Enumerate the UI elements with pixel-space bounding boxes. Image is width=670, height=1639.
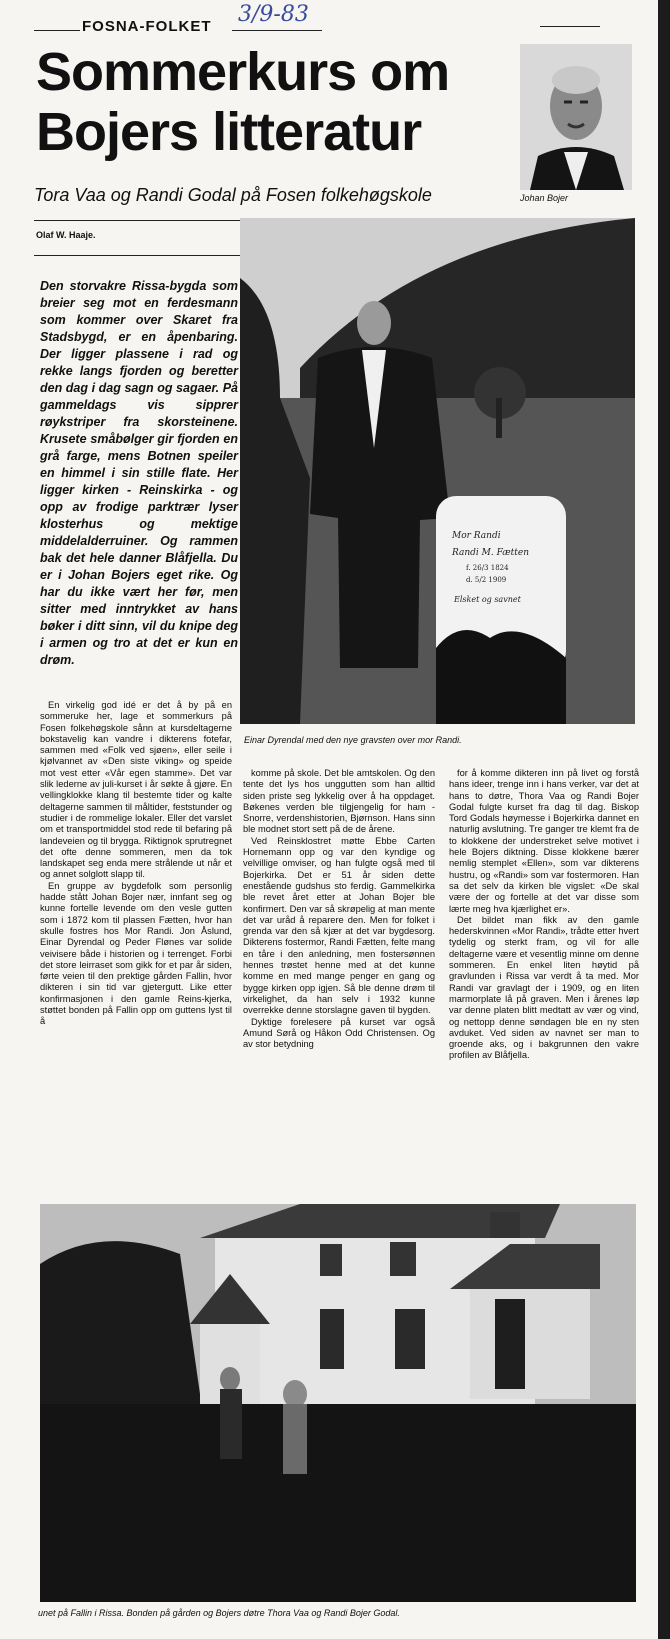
scan-edge <box>658 0 670 1639</box>
gravestone-photo <box>240 218 635 724</box>
farmhouse-photo <box>40 1204 636 1602</box>
portrait-caption: Johan Bojer <box>520 193 569 203</box>
masthead-rule-right <box>540 26 600 27</box>
article-column-1 <box>40 700 232 1028</box>
article-column-3 <box>449 768 639 1062</box>
lead-paragraph: Den storvakre Rissa-bygda som breier seg mot en ferdesmann som kommer over Skaret fra Stadsbygd, er en åpenbaring. Der ligger plassene i rad og rekke langs fjorden og beretter den dag i dag sagn og sagaer. På gammeldags vis sipprer røykstriper fra skorsteinene. Krusete småbølger gir fjorden en grå farge, mens Botnen speiler en himmel i sin stille flate. Her ligger kirken - Reinskirka - og opp av frodige parktrær lyser klosterhus og mektige middelalderruiner. Og rammen bak det hele danner Blåfjella. Du er i Johan Bojers eget rike. Og har du ikke vært her før, men sitter med inntrykket av hans bøker i ditt sinn, vil du knipe deg i armen og tro at det er kun en drøm. <box>40 279 238 667</box>
byline-rule-top <box>34 220 240 221</box>
column3-paragraph-2: Det bildet man fikk av den gamle hederskvinnen «Mor Randi», trådte etter hvert tydelig og sterkt fram, og vil for alle deltagerne være et vesentlig minne om denne sommeren. En enkel liten høytid på gravlunden i Rissa var verdt å ta med. Mor Randi var gravlagt der i 1909, og en liten marmorplate lå på graven. Men i årenes løp var denne platen blitt medtatt av vær og vind, og nettopp denne søndagen ble en ny sten avduket. Ved siden av navnet ser man to groende aks, og i bakgrunnen den vakre profilen av Blåfjella. <box>449 914 639 1061</box>
headline <box>36 42 516 162</box>
headline-line-2: Bojers litteratur <box>36 102 422 162</box>
article-column-2 <box>243 768 435 1050</box>
stone-text-2: Randi M. Fætten <box>452 548 530 558</box>
byline-rule-bottom <box>34 255 240 256</box>
stone-text-3: f. 26/3 1824 <box>466 564 509 572</box>
stone-text-4: d. 5/2 1909 <box>466 576 507 584</box>
handwritten-date: 3/9-83 <box>238 2 309 27</box>
column1-paragraph-1: En virkelig god idé er det å by på en sommeruke her, lage et sommerkurs på Fosen folkehøgskole sånn at kursdeltagerne bokstavelig kan vandre i dikterens fotefar, sammen med «Folk ved sjøen», eller seile i kjølvannet av «Den siste viking» og speide mot vest etter «Vår egen stamme». Det var slik lederne av juli-kurset i år søkte å gjøre. En vellingklokke klang til bestemte tider og kalte deltagerne sammen til måltider, feststunder og studier i de rommelige lokaler. Eller det varslet om et transportmiddel stod rede til befaring på landeveien og til brygga. Riktignok sprutregnet det ofte denne sommeren, men da tok landskapet seg enda mere strålende ut når et og annet solglott slapp til. <box>40 700 232 880</box>
newspaper-name: FOSNA-FOLKET <box>82 18 212 35</box>
column1-paragraph-2: En gruppe av bygdefolk som personlig hadde stått Johan Bojer nær, innfant seg og kunne fortelle levende om den vesle gutten som i 1872 kom til plassen Fætten, hvor han skulle fostres hos Mor Randi. Jon Åslund, Einar Dyrendal og Peder Flønes var solide veivisere både i historien og i terrenget. Forbi det store leirraset som gikk for et par år siden, førte veien til den prektige gården Fallin, hvor dikteren i sin tid var gjetergutt. Like etter konfirmasjonen i den gamle Reins-kjerka, støttet bonden på Fallin opp om guttens lyst til å <box>40 880 232 1027</box>
portrait-photo <box>520 44 632 190</box>
stone-text-1: Mor Randi <box>452 531 501 541</box>
masthead-rule-mid <box>232 30 322 31</box>
photo1-caption: Einar Dyrendal med den nye gravsten over mor Randi. <box>244 735 462 745</box>
masthead-rule-left <box>34 30 80 31</box>
column2-paragraph-1: komme på skole. Det ble amtskolen. Og den tente det lys hos unggutten som han alltid siden priste seg lykkelig over å ha oppdaget. Bøkenes verden ble tilgjengelig for ham - Snorre, verdenshistorien, Bjørnson. Hans sinn ble modnet stort sett på de de årene. <box>243 768 435 835</box>
headline-line-1: Sommerkurs om <box>36 42 450 102</box>
byline: Olaf W. Haaje. <box>36 230 96 240</box>
column2-paragraph-3: Dyktige forelesere på kurset var også Amund Sørå og Håkon Odd Christensen. Og av stor betydning <box>243 1016 435 1050</box>
stone-text-5: Elsket og savnet <box>454 595 521 604</box>
column3-paragraph-1: for å komme dikteren inn på livet og forstå hans ideer, trenge inn i hans verker, var det at hans to døtre, Thora Vaa og Randi Bojer Godal fulgte kurset fra dag til dag. Biskop Tord Godals høymesse i Bojerkirka dannet en naturlig avslutning. Tre ganger tre klemt fra de to klokkene der understreket selve motivet i hele Bojers diktning. Disse klokkene bærer nemlig stemplet «Ellen», som var dikterens hustru, og «Randi» som var fostermoren. Han sa det selv da kirken ble vigslet: «De skal være der og fortelle at det var disse som lærte meg hva kjærlighet er». <box>449 768 639 914</box>
subheadline: Tora Vaa og Randi Godal på Fosen folkehøgskole <box>34 185 432 205</box>
column2-paragraph-2: Ved Reinsklostret møtte Ebbe Carten Hornemann opp og var den kyndige og velvillige omviser, og han fulgte også med til Bojerkirka. Det er 51 år siden dette enestående gudshus sto ferdig. Gammelkirka ble revet året etter at Johan Bojer ble konfirmert. Den var så skrøpelig at man mente det var uråd å reparere den. Men for folket i grenda var den så kjær at det var bygdesorg. Dikterens fostermor, Randi Fætten, felte mang en tåre i den anledning, men fostersønnen hennes trøstet henne med at det kunne komme en med mange penger en gang og bygge kirken opp igjen. Så ble denne drøm til virkelighet, da han selv i 1932 kunne overrekke denne storslagne gaven til bygden. <box>243 835 435 1016</box>
photo2-caption: unet på Fallin i Rissa. Bonden på gården og Bojers døtre Thora Vaa og Randi Bojer Godal. <box>38 1608 400 1618</box>
